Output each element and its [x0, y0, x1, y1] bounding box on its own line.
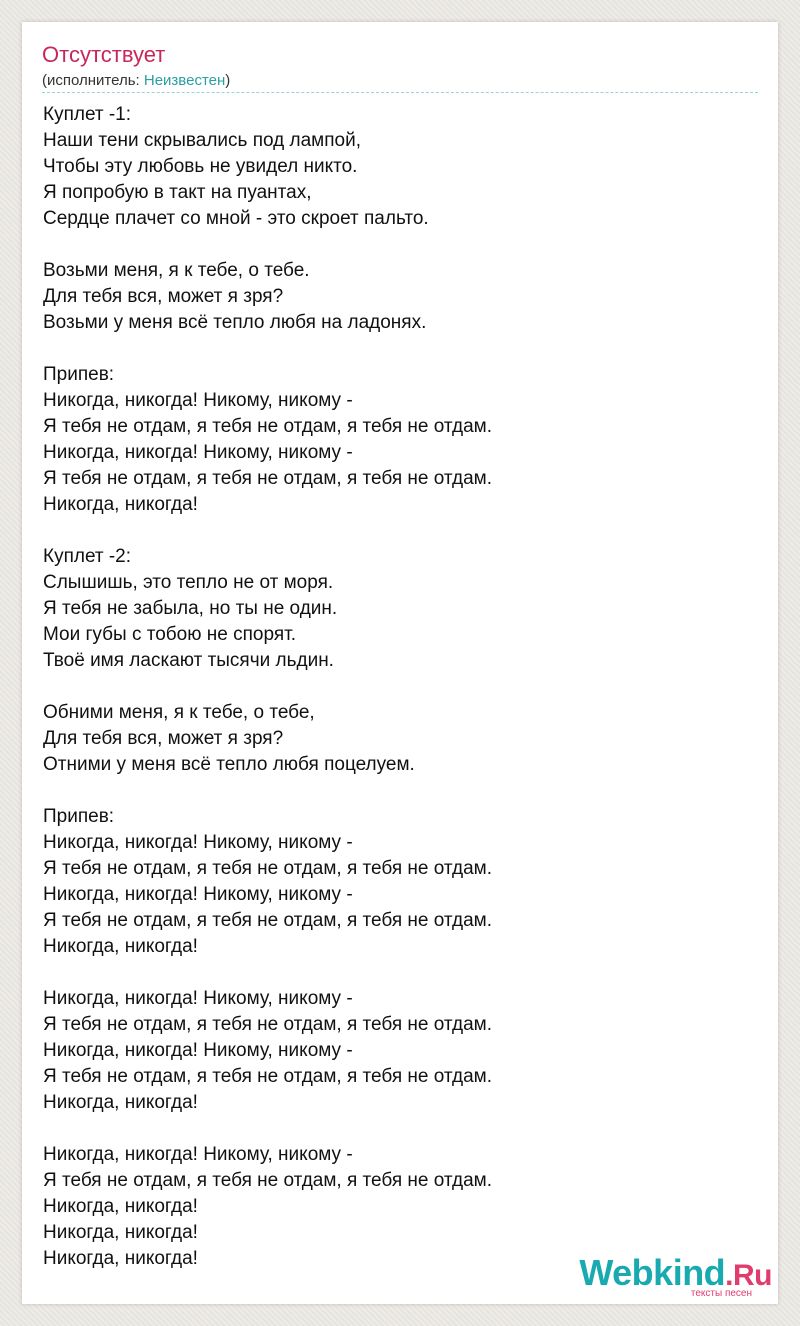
title-divider [42, 92, 758, 93]
lyric-line: Никогда, никогда! Никому, никому - [43, 884, 353, 905]
lyric-line: Слышишь, это тепло не от моря. [43, 572, 334, 593]
lyric-line: Я тебя не отдам, я тебя не отдам, я тебя не отдам. [43, 468, 492, 489]
lyric-line: Припев: [43, 364, 115, 385]
lyric-line: Никогда, никогда! Никому, никому - [43, 442, 353, 463]
logo-main-text: Webkind [579, 1252, 726, 1293]
lyric-line: Никогда, никогда! Никому, никому - [43, 1040, 353, 1061]
lyric-line: Твоё имя ласкают тысячи льдин. [43, 650, 334, 671]
lyric-line: Сердце плачет со мной - это скроет пальто. [43, 208, 429, 229]
lyrics-stanza [43, 700, 743, 778]
lyrics-stanza [43, 804, 743, 960]
lyric-line: Я тебя не отдам, я тебя не отдам, я тебя не отдам. [43, 416, 492, 437]
lyric-line: Я попробую в такт на пуантах, [43, 182, 312, 203]
lyric-line: Куплет -1: [43, 104, 132, 125]
lyric-line: Возьми у меня всё тепло любя на ладонях. [43, 312, 427, 333]
lyric-line: Я тебя не забыла, но ты не один. [43, 598, 338, 619]
lyric-line: Никогда, никогда! Никому, никому - [43, 832, 353, 853]
lyric-line: Никогда, никогда! Никому, никому - [43, 988, 353, 1009]
song-title: Отсутствует [42, 42, 166, 67]
lyric-line: Возьми меня, я к тебе, о тебе. [43, 260, 310, 281]
site-logo[interactable] [579, 1252, 772, 1299]
lyric-line: Чтобы эту любовь не увидел никто. [43, 156, 358, 177]
lyric-line: Никогда, никогда! [43, 1092, 198, 1113]
lyric-line: Я тебя не отдам, я тебя не отдам, я тебя не отдам. [43, 1014, 492, 1035]
lyric-line: Мои губы с тобою не спорят. [43, 624, 296, 645]
lyric-line: Обними меня, я к тебе, о тебе, [43, 702, 315, 723]
lyric-line: Никогда, никогда! [43, 1222, 198, 1243]
lyric-line: Наши тени скрывались под лампой, [43, 130, 361, 151]
artist-line [42, 72, 230, 90]
lyric-line: Я тебя не отдам, я тебя не отдам, я тебя не отдам. [43, 1066, 492, 1087]
lyric-line: Никогда, никогда! [43, 1196, 198, 1217]
lyric-line: Я тебя не отдам, я тебя не отдам, я тебя не отдам. [43, 1170, 492, 1191]
lyrics-body [43, 102, 743, 1298]
artist-prefix: (исполнитель: [42, 72, 144, 89]
lyrics-stanza [43, 544, 743, 674]
lyric-line: Никогда, никогда! [43, 494, 198, 515]
lyric-line: Я тебя не отдам, я тебя не отдам, я тебя не отдам. [43, 858, 492, 879]
logo-tagline: тексты песен [690, 1288, 752, 1299]
lyric-line: Никогда, никогда! Никому, никому - [43, 1144, 353, 1165]
lyric-line: Никогда, никогда! [43, 936, 198, 957]
lyrics-stanza [43, 102, 743, 232]
artist-link[interactable]: Неизвестен [143, 72, 226, 89]
lyric-line: Для тебя вся, может я зря? [43, 728, 284, 749]
lyric-line: Припев: [43, 806, 115, 827]
lyrics-stanza [43, 258, 743, 336]
lyric-line: Я тебя не отдам, я тебя не отдам, я тебя не отдам. [43, 910, 492, 931]
lyrics-card [22, 22, 778, 1304]
lyric-line: Отними у меня всё тепло любя поцелуем. [43, 754, 415, 775]
lyrics-stanza [43, 362, 743, 518]
lyric-line: Никогда, никогда! [43, 1248, 198, 1269]
lyric-line: Куплет -2: [43, 546, 132, 567]
lyrics-stanza [43, 986, 743, 1116]
artist-suffix: ) [225, 72, 231, 89]
lyric-line: Никогда, никогда! Никому, никому - [43, 390, 353, 411]
logo-tld-text: .Ru [725, 1259, 772, 1292]
lyric-line: Для тебя вся, может я зря? [43, 286, 284, 307]
